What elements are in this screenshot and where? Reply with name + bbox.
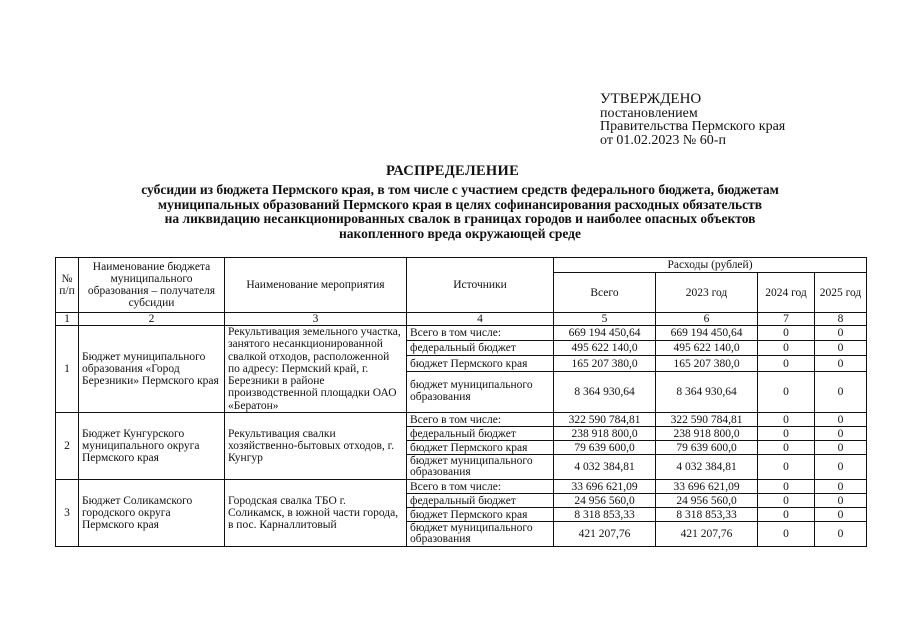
document-subtitle: [60, 183, 860, 241]
value-total: 238 918 800,0: [554, 427, 656, 441]
col-number: 8: [815, 313, 867, 326]
value-total: 8 318 853,33: [554, 508, 656, 522]
value-2023: 33 696 621,09: [656, 480, 758, 494]
col-number: 6: [656, 313, 758, 326]
value-total: 79 639 600,0: [554, 441, 656, 455]
value-2023: 421 207,76: [656, 522, 758, 547]
value-2023: 238 918 800,0: [656, 427, 758, 441]
source-name: бюджет Пермского края: [407, 441, 554, 455]
source-name: федеральный бюджет: [407, 341, 554, 356]
approval-stamp: [600, 93, 785, 147]
value-2023: 669 194 450,64: [656, 326, 758, 341]
row-number: 3: [56, 480, 79, 547]
event-name: Рекультивация земельного участка, занятого несанкционированной свалкой отходов, расположенной по адресу: Пермский край, г. Березники в районе производственной площадки ОАО «Бератон»: [225, 326, 407, 413]
header-2025: 2025 год: [815, 273, 867, 313]
value-2025: 0: [815, 341, 867, 356]
document-title: РАСПРЕДЕЛЕНИЕ: [385, 163, 520, 179]
value-2025: 0: [815, 522, 867, 547]
header-total: Всего: [554, 273, 656, 313]
value-total: 8 364 930,64: [554, 371, 656, 412]
value-2023: 24 956 560,0: [656, 494, 758, 508]
value-2024: 0: [758, 427, 815, 441]
header-expenses: Расходы (рублей): [554, 258, 867, 273]
approval-line-2: постановлением: [600, 105, 698, 121]
approval-line-4: от 01.02.2023 № 60-п: [600, 132, 726, 148]
value-2024: 0: [758, 480, 815, 494]
source-name: Всего в том числе:: [407, 413, 554, 427]
source-name: бюджет Пермского края: [407, 356, 554, 371]
value-2025: 0: [815, 455, 867, 480]
value-2024: 0: [758, 413, 815, 427]
value-2024: 0: [758, 508, 815, 522]
distribution-table: [55, 257, 867, 547]
value-2025: 0: [815, 427, 867, 441]
value-total: 421 207,76: [554, 522, 656, 547]
value-total: 669 194 450,64: [554, 326, 656, 341]
value-2024: 0: [758, 441, 815, 455]
value-total: 24 956 560,0: [554, 494, 656, 508]
value-total: 33 696 621,09: [554, 480, 656, 494]
row-number: 2: [56, 413, 79, 480]
subtitle-line-3: на ликвидацию несанкционированных свалок в границах городов и наиболее опасных объектов: [164, 211, 756, 226]
col-number: 1: [56, 313, 79, 326]
value-2023: 165 207 380,0: [656, 356, 758, 371]
table-row: [56, 326, 867, 341]
subtitle-line-1: субсидии из бюджета Пермского края, в том числе с участием средств федерального бюджета, бюджетам: [141, 182, 779, 197]
value-2024: 0: [758, 371, 815, 412]
value-2023: 8 318 853,33: [656, 508, 758, 522]
value-2024: 0: [758, 455, 815, 480]
col-number: 4: [407, 313, 554, 326]
value-2024: 0: [758, 494, 815, 508]
value-total: 4 032 384,81: [554, 455, 656, 480]
value-2024: 0: [758, 356, 815, 371]
approval-title: УТВЕРЖДЕНО: [600, 91, 702, 107]
value-2025: 0: [815, 326, 867, 341]
budget-name: Бюджет Соликамского городского округа Пермского края: [79, 480, 225, 547]
subtitle-line-2: муниципальных образований Пермского края в целях софинансирования расходных обязательств: [157, 196, 763, 212]
header-sources: Источники: [407, 258, 554, 313]
value-2023: 8 364 930,64: [656, 371, 758, 412]
value-2025: 0: [815, 371, 867, 412]
value-total: 322 590 784,81: [554, 413, 656, 427]
source-name: федеральный бюджет: [407, 494, 554, 508]
value-2025: 0: [815, 508, 867, 522]
value-2025: 0: [815, 356, 867, 371]
col-number: 2: [79, 313, 225, 326]
col-number: 5: [554, 313, 656, 326]
value-2024: 0: [758, 341, 815, 356]
header-num: № п/п: [56, 258, 79, 313]
value-2025: 0: [815, 413, 867, 427]
table-row: [56, 480, 867, 494]
budget-name: Бюджет Кунгурского муниципального округа Пермского края: [79, 413, 225, 480]
event-name: Рекультивация свалки хозяйственно-бытовых отходов, г. Кунгур: [225, 413, 407, 480]
value-2025: 0: [815, 480, 867, 494]
source-name: Всего в том числе:: [407, 326, 554, 341]
value-2025: 0: [815, 441, 867, 455]
source-name: бюджет муниципального образования: [407, 371, 554, 412]
value-2025: 0: [815, 494, 867, 508]
value-total: 495 622 140,0: [554, 341, 656, 356]
header-event: Наименование мероприятия: [225, 258, 407, 313]
approval-line-3: Правительства Пермского края: [600, 119, 786, 134]
col-number: 3: [225, 313, 407, 326]
event-name: Городская свалка ТБО г. Соликамск, в южной части города, в пос. Карналлитовый: [225, 480, 407, 547]
subtitle-line-4: накопленного вреда окружающей среде: [339, 225, 581, 241]
source-name: бюджет муниципального образования: [407, 455, 554, 480]
value-total: 165 207 380,0: [554, 356, 656, 371]
value-2023: 322 590 784,81: [656, 413, 758, 427]
row-number: 1: [56, 326, 79, 413]
table-row: [56, 413, 867, 427]
source-name: бюджет муниципального образования: [407, 522, 554, 547]
header-2024: 2024 год: [758, 273, 815, 313]
value-2024: 0: [758, 522, 815, 547]
header-budget: Наименование бюджета муниципального образования – получателя субсидии: [79, 258, 225, 313]
value-2024: 0: [758, 326, 815, 341]
source-name: бюджет Пермского края: [407, 508, 554, 522]
col-number: 7: [758, 313, 815, 326]
source-name: Всего в том числе:: [407, 480, 554, 494]
budget-name: Бюджет муниципального образования «Город Березники» Пермского края: [79, 326, 225, 413]
header-2023: 2023 год: [656, 273, 758, 313]
value-2023: 4 032 384,81: [656, 455, 758, 480]
value-2023: 79 639 600,0: [656, 441, 758, 455]
value-2023: 495 622 140,0: [656, 341, 758, 356]
source-name: федеральный бюджет: [407, 427, 554, 441]
